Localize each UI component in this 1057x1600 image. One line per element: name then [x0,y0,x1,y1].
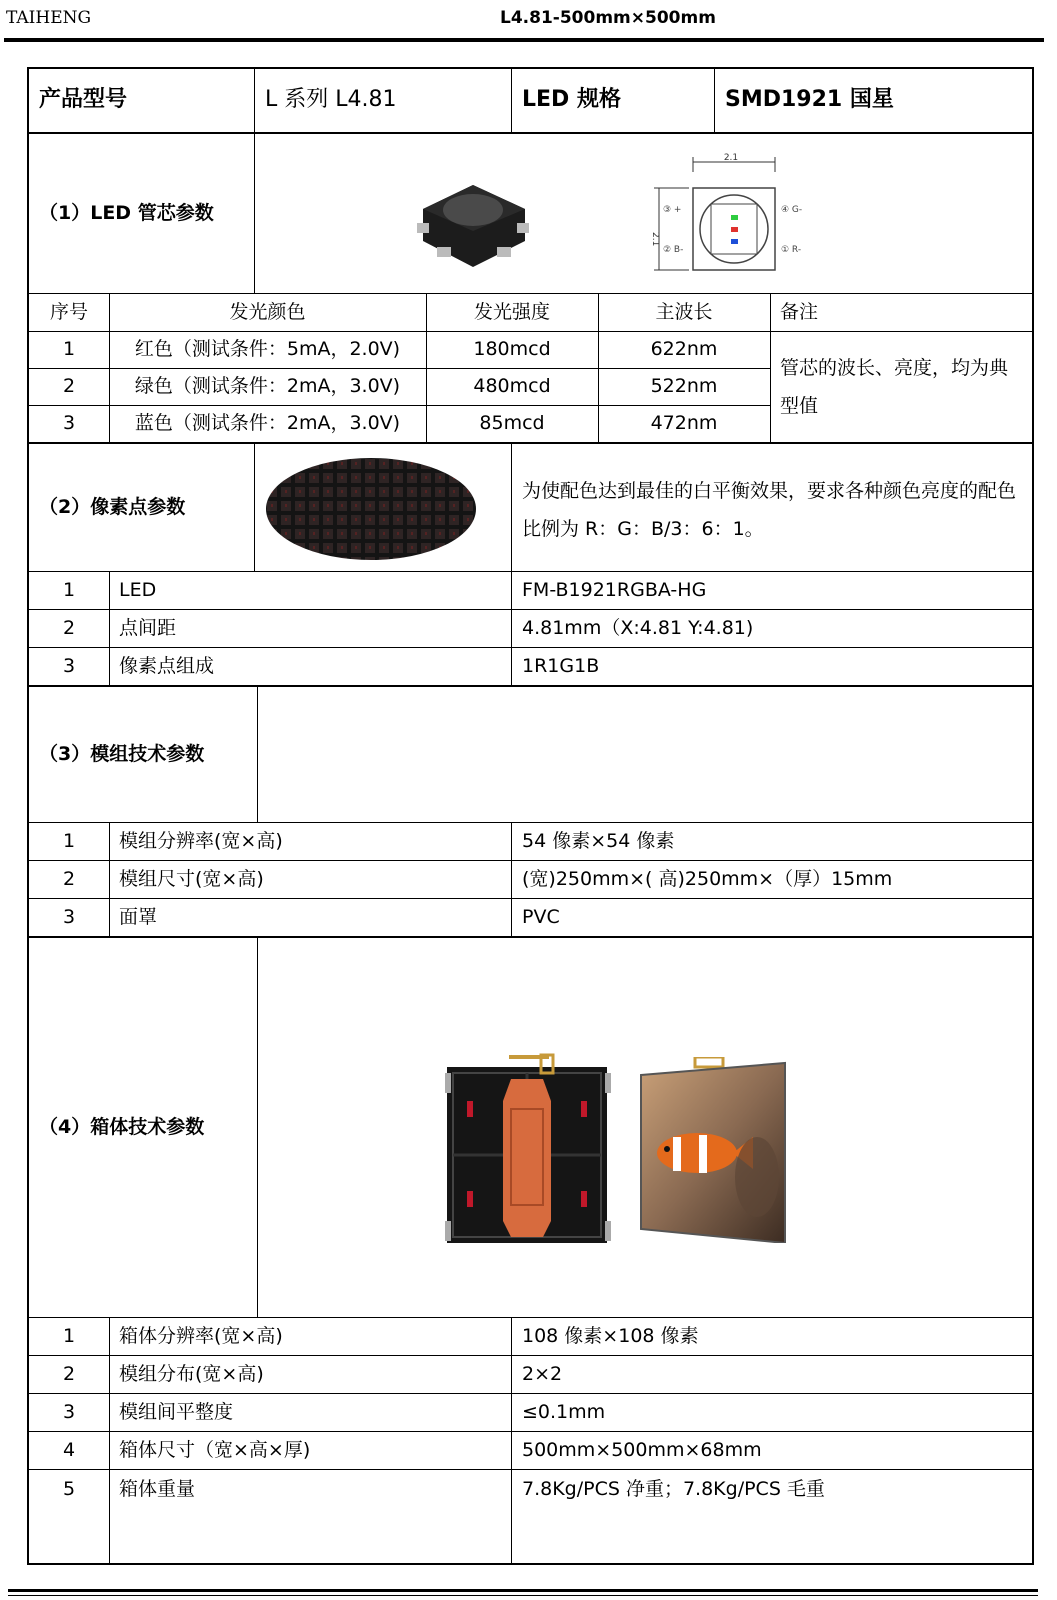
section4-title: （4）箱体技术参数 [39,1116,205,1139]
table-row-value: FM-B1921RGBA-HG [522,579,707,602]
led-note: 管芯的波长、亮度，均为典型值 [780,356,1009,417]
table-row-no: 1 [62,579,76,602]
pixel-matrix-image [265,457,477,561]
col-header-no: 序号 [49,301,88,324]
table-row-value: 2×2 [522,1363,563,1386]
table-row-value: (宽)250mm×( 高)250mm×（厚）15mm [522,868,893,891]
table-row-label: 模组尺寸(宽×高) [119,868,264,891]
pin4-label: ④ G- [781,205,803,215]
table-row-value: PVC [522,906,560,929]
table-row-no: 2 [62,868,76,891]
table-row-label: 箱体分辨率(宽×高) [119,1325,283,1348]
brand-name: TAIHENG [6,8,92,28]
table-row-no: 2 [62,617,76,640]
col-header-intensity: 发光强度 [473,301,550,324]
model-value: L 系列 L4.81 [265,87,397,113]
table-row-label: 模组间平整度 [119,1401,234,1424]
table-row-no: 5 [62,1477,76,1500]
table-row-value: 500mm×500mm×68mm [522,1439,762,1462]
table-row-label: 模组分布(宽×高) [119,1363,264,1386]
cabinet-back-image [445,1051,611,1247]
table-row-intensity: 85mcd [479,412,545,435]
col-header-color: 发光颜色 [229,301,306,324]
led-dimension-diagram [649,152,829,276]
table-row-wavelength: 522nm [650,375,718,398]
table-row-no: 2 [62,1363,76,1386]
table-row-label: 点间距 [119,617,177,640]
table-row-label: 面罩 [119,906,158,929]
table-row-no: 3 [62,655,76,678]
led-chip-image [413,179,533,271]
table-row-value: 1R1G1B [522,655,600,678]
table-row-no: 4 [62,1439,76,1462]
table-row-value: 54 像素×54 像素 [522,830,675,853]
table-row-wavelength: 472nm [650,412,718,435]
table-row-no: 3 [62,906,76,929]
section3-title: （3）模组技术参数 [39,743,205,766]
table-row-no: 1 [62,338,76,361]
col-header-wavelength: 主波长 [655,301,713,324]
table-row-value: ≤0.1mm [522,1401,606,1424]
model-label: 产品型号 [39,87,128,113]
table-row-label: 箱体尺寸（宽×高×厚) [119,1439,311,1462]
spec-sheet [27,67,1034,1565]
section2-title: （2）像素点参数 [39,496,186,519]
table-row-color: 绿色（测试条件：2mA，3.0V) [134,375,401,398]
table-row-value: 4.81mm（X:4.81 Y:4.81) [522,617,754,640]
table-row-label: 箱体重量 [119,1477,196,1500]
doc-title: L4.81-500mm×500mm [500,8,716,28]
pin3-label: ③ + [663,205,682,215]
section1-title: （1）LED 管芯参数 [39,202,214,225]
table-row-label: 模组分辨率(宽×高) [119,830,283,853]
table-row-no: 3 [62,1401,76,1424]
pin1-label: ① R- [781,245,802,255]
table-row-label: 像素点组成 [119,655,215,678]
footer-rule-thin [8,1595,1038,1596]
table-row-value: 108 像素×108 像素 [522,1325,699,1348]
table-row-label: LED [119,579,157,602]
table-row-no: 3 [62,412,76,435]
dim-side-label: 2.1 [650,232,660,247]
table-row-no: 2 [62,375,76,398]
led-spec-value: SMD1921 国星 [725,87,894,113]
pin2-label: ② B- [663,245,684,255]
led-spec-label: LED 规格 [522,87,621,113]
pixel-description: 为使配色达到最佳的白平衡效果，要求各种颜色亮度的配色比例为 R：G：B/3：6：1。 [522,480,1017,540]
table-row-intensity: 180mcd [473,338,551,361]
col-header-note: 备注 [780,301,819,324]
table-row-intensity: 480mcd [473,375,551,398]
header-rule [4,38,1044,42]
cabinet-front-image [637,1057,789,1243]
table-row-wavelength: 622nm [650,338,718,361]
table-row-color: 蓝色（测试条件：2mA，3.0V) [134,412,401,435]
table-row-no: 1 [62,830,76,853]
dim-top-label: 2.1 [723,153,739,163]
table-row-color: 红色（测试条件：5mA，2.0V) [134,338,401,361]
table-row-value: 7.8Kg/PCS 净重；7.8Kg/PCS 毛重 [522,1477,825,1500]
footer-rule [8,1589,1038,1592]
table-row-no: 1 [62,1325,76,1348]
